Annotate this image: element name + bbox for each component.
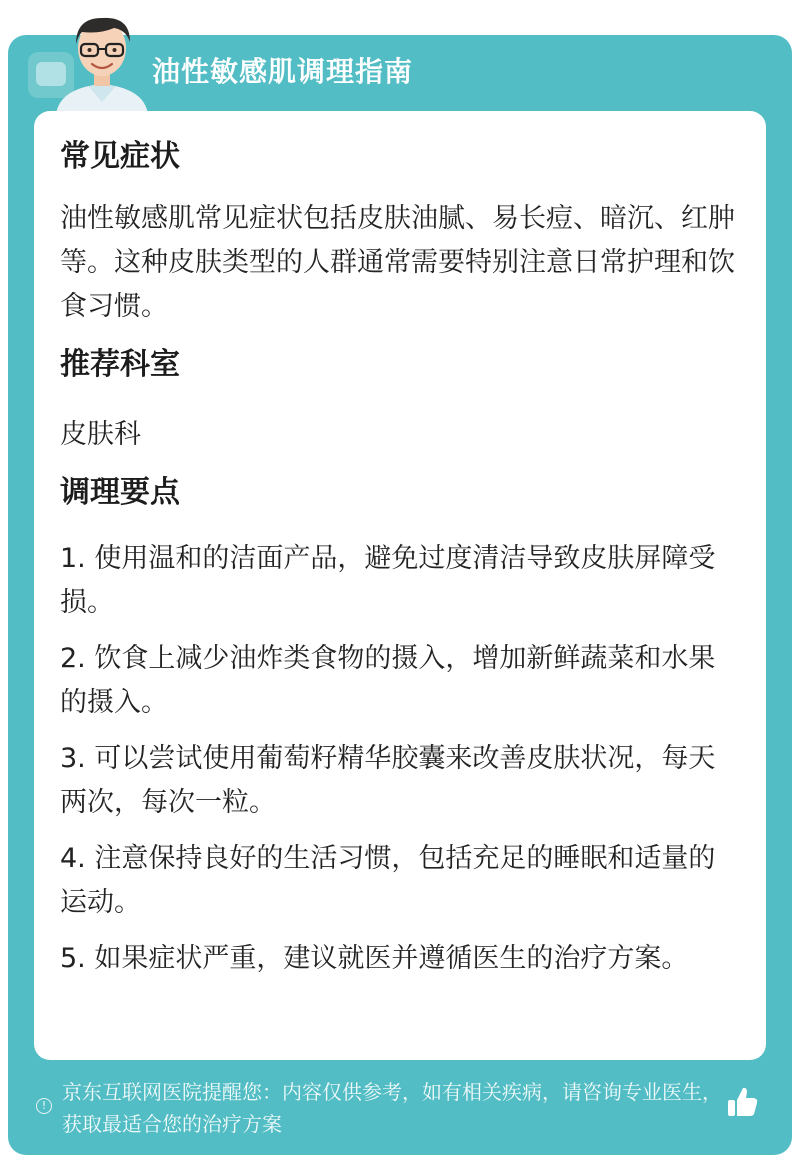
- department-text: 皮肤科: [60, 419, 141, 450]
- disclaimer-footer: [36, 1076, 726, 1140]
- info-icon: !: [36, 1098, 52, 1114]
- list-item: 2. 饮食上减少油炸类食物的摄入，增加新鲜蔬菜和水果的摄入。: [60, 643, 716, 718]
- doctor-avatar: [48, 6, 156, 114]
- disclaimer-text: 京东互联网医院提醒您：内容仅供参考，如有相关疾病，请咨询专业医生，获取最适合您的治疗方案: [62, 1080, 722, 1136]
- tips-list: [60, 537, 740, 981]
- list-item: 1. 使用温和的洁面产品，避免过度清洁导致皮肤屏障受损。: [60, 543, 716, 618]
- list-item: 3. 可以尝试使用葡萄籽精华胶囊来改善皮肤状况，每天两次，每次一粒。: [60, 743, 716, 818]
- content-card: [34, 111, 766, 1060]
- section-title-department: 推荐科室: [60, 347, 180, 382]
- list-item: 5. 如果症状严重，建议就医并遵循医生的治疗方案。: [60, 943, 689, 974]
- section-title-symptoms: 常见症状: [60, 139, 180, 174]
- section-title-tips: 调理要点: [60, 475, 180, 510]
- symptoms-text: 油性敏感肌常见症状包括皮肤油腻、易长痘、暗沉、红肿等。这种皮肤类型的人群通常需要特别注意日常护理和饮食习惯。: [60, 203, 735, 322]
- thumbs-up-icon[interactable]: [722, 1082, 762, 1122]
- list-item: 4. 注意保持良好的生活习惯，包括充足的睡眠和适量的运动。: [60, 843, 716, 918]
- page-title: 油性敏感肌调理指南: [152, 55, 414, 88]
